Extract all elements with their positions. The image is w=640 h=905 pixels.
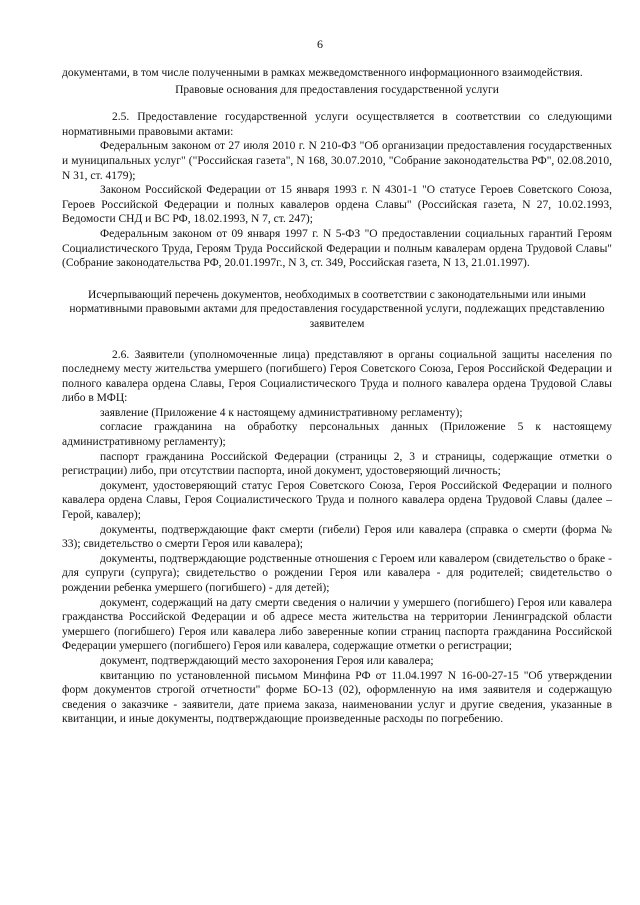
list-item-receipt: квитанцию по установленной письмом Минфина РФ от 11.04.1997 N 16-00-27-15 "Об утверждении форм документов строгой отчетности" форме БО-13 (02), оформленную на имя заявителя и содержащую сведения о заказчике - заявители, дате приема заказа, наименовании услуг и другие сведения, указанные в квитанции, и иные документы, подтверждающие произведенные расходы по погребению. — [62, 669, 612, 726]
page-number: 6 — [317, 37, 323, 51]
section-heading-legal-basis: Правовые основания для предоставления государственной услуги — [175, 83, 499, 96]
list-item-hero-status: документ, удостоверяющий статус Героя Советского Союза, Героя Российской Федерации и полного кавалера ордена Славы, Героя Социалистического Труда и полного кавалера ордена Трудовой Славы (далее – Герой, кавалер); — [62, 479, 612, 522]
paragraph-law-5fz: Федеральным законом от 09 января 1997 г. N 5-ФЗ "О предоставлении социальных гарантий Героям Социалистического Труда, Героям Труда Российской Федерации и полным кавалерам ордена Трудовой Славы" (Собрание законодательства РФ, 20.01.1997г., N 3, ст. 349, Российская газета, N 13, 21.01.1997). — [62, 227, 612, 270]
list-item-kinship: документы, подтверждающие родственные отношения с Героем или кавалером (свидетельство о браке - для супруги (супруга); свидетельство о рождении Героя или кавалера - для родителей; свидетельство о рождении ребенка умершего (погибшего) - для детей); — [62, 552, 612, 594]
list-item-burial-place: документ, подтверждающий место захоронения Героя или кавалера; — [100, 654, 434, 667]
page-content — [62, 66, 612, 727]
paragraph-2-5: 2.5. Предоставление государственной услуги осуществляется в соответствии со следующими нормативными правовыми актами: — [62, 111, 612, 138]
paragraph-2-6: 2.6. Заявители (уполномоченные лица) представляют в органы социальной защиты населения по последнему месту жительства умершего (погибшего) Героя Советского Союза, Героя Российской Федерации и полного кавалера ордена Славы, Героя Социалистического Труда и полного кавалера ордена Трудовой Славы либо в МФЦ: — [62, 348, 612, 405]
paragraph-law-210: Федеральным законом от 27 июля 2010 г. N 210-ФЗ "Об организации предоставления государственных и муниципальных услуг" ("Российская газета", N 168, 30.07.2010, "Собрание законодательства РФ", 02.08.2010, N 31, ст. 4179); — [62, 140, 612, 182]
section-heading-documents-list: Исчерпывающий перечень документов, необходимых в соответствии с законодательными или иными нормативными правовыми актами для предоставления государственной услуги, подлежащих представлению заявителем — [69, 288, 605, 330]
list-item-consent: согласие гражданина на обработку персональных данных (Приложение 5 к настоящему административному регламенту); — [62, 421, 612, 449]
paragraph-law-4301: Законом Российской Федерации от 15 января 1993 г. N 4301-1 "О статусе Героев Советского Союза, Героев Российской Федерации и полных кавалеров ордена Славы" (Российская газета, N 27, 10.02.1993, Ведомости СНД и ВС РФ, 18.02.1993, N 7, ст. 247); — [62, 184, 612, 226]
list-item-passport: паспорт гражданина Российской Федерации (страницы 2, 3 и страницы, содержащие отметки о регистрации) либо, при отсутствии паспорта, иной документ, удостоверяющий личность; — [62, 450, 612, 478]
list-item-residence: документ, содержащий на дату смерти сведения о наличии у умершего (погибшего) Героя или кавалера гражданства Российской Федерации и об адресе места жительства на территории Ленинградской области умершего (погибшего) Героя или кавалера либо заверенные копии страниц паспорта гражданина Российской Федерации умершего (погибшего) Героя или кавалера, содержащие отметки о регистрации; — [62, 596, 612, 653]
paragraph-continuation: документами, в том числе полученными в рамках межведомственного информационного взаимодействия. — [62, 67, 583, 79]
list-item-application: заявление (Приложение 4 к настоящему административному регламенту); — [100, 406, 463, 419]
list-item-death-proof: документы, подтверждающие факт смерти (гибели) Героя или кавалера (справка о смерти (форма № 33); свидетельство о смерти Героя или кавалера); — [62, 523, 612, 551]
